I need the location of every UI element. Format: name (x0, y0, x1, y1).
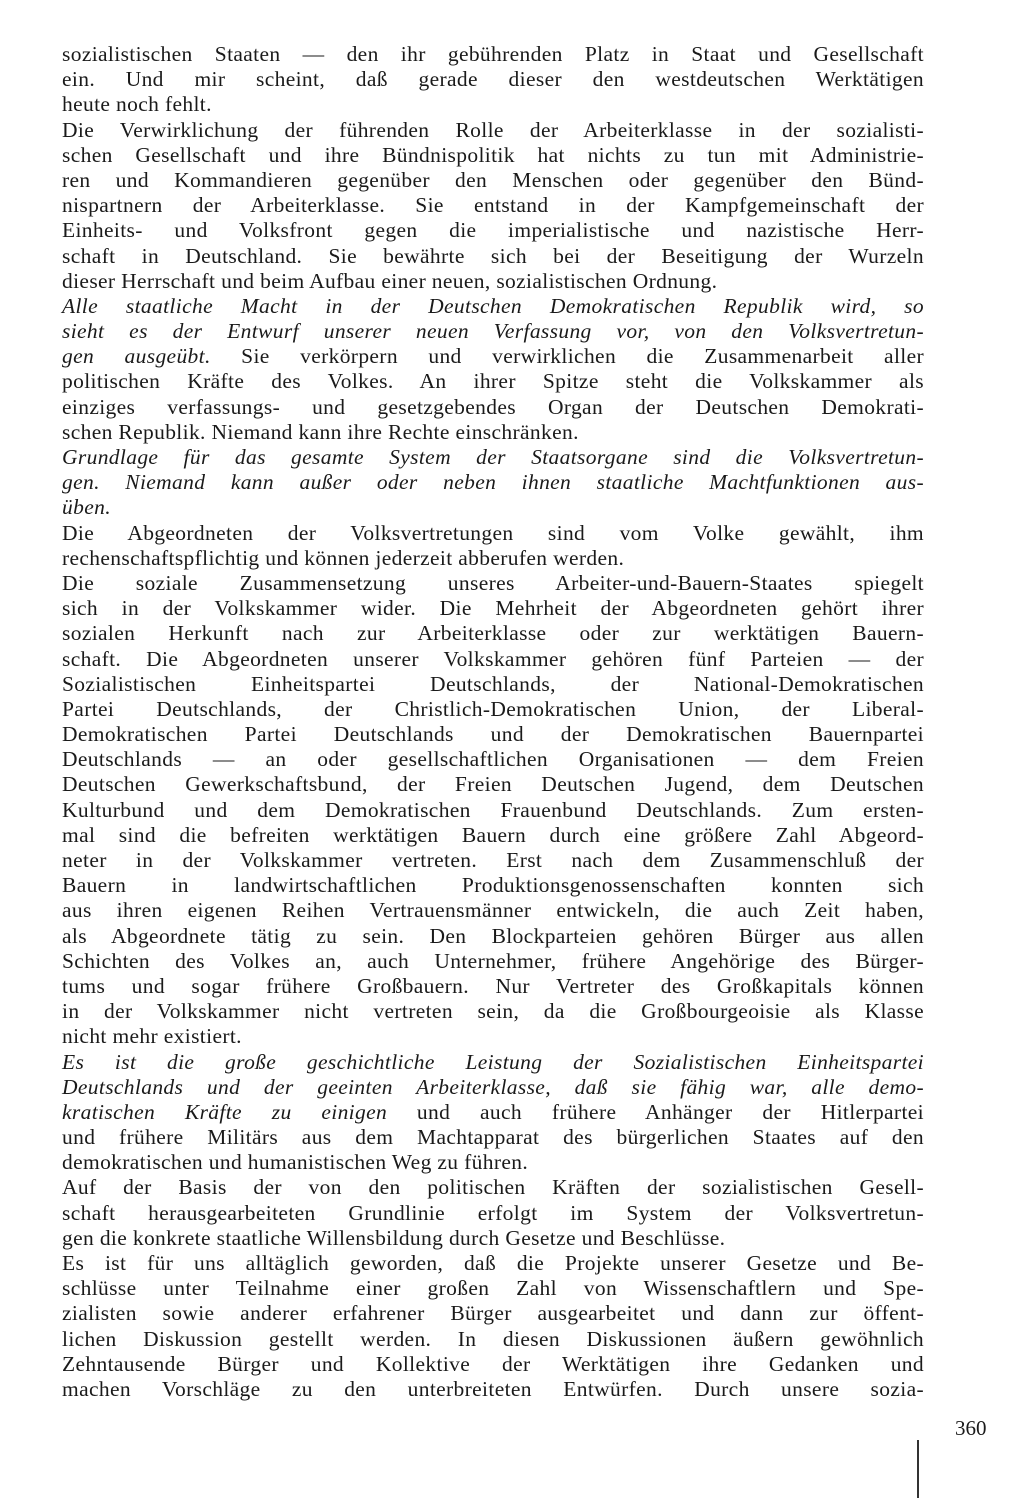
body-text: aus ihren eigenen Reihen Vertrauensmänner entwickeln, die auch Zeit haben, (62, 898, 924, 923)
body-text: und auch frühere Anhänger der Hitlerpartei (387, 1099, 924, 1124)
margin-rule (917, 1440, 919, 1498)
text-line (62, 1276, 924, 1301)
text-line (62, 1100, 924, 1125)
text-line (62, 319, 924, 344)
page-body (62, 42, 924, 1402)
text-line (62, 269, 924, 294)
text-line (62, 1226, 924, 1251)
body-text: mal sind die befreiten werktätigen Bauern durch eine größere Zahl Abgeord- (62, 822, 924, 847)
text-line (62, 294, 924, 319)
body-text: Kulturbund und dem Demokratischen Frauenbund Deutschlands. Zum ersten- (62, 797, 924, 822)
body-text: ein. Und mir scheint, daß gerade dieser den westdeutschen Werktätigen (62, 67, 924, 92)
body-text: als Abgeordnete tätig zu sein. Den Blockparteien gehören Bürger aus allen (62, 923, 924, 948)
text-line (62, 621, 924, 646)
body-text: Zehntausende Bürger und Kollektive der Werktätigen ihre Gedanken und (62, 1351, 924, 1376)
body-text: Sie verkörpern und verwirklichen die Zusammenarbeit aller (210, 344, 924, 369)
body-text: in der Volkskammer nicht vertreten sein, da die Großbourgeoisie als Klasse (62, 999, 924, 1024)
body-text: lichen Diskussion gestellt werden. In diesen Diskussionen äußern gewöhnlich (62, 1326, 924, 1351)
text-line (62, 1327, 924, 1352)
emphasis-text: gen ausgeübt. (62, 344, 211, 369)
emphasis-text: Grundlage für das gesamte System der Staatsorgane sind die Volksvertretun- (62, 445, 924, 469)
text-line (62, 218, 924, 243)
body-text: zialisten sowie anderer erfahrener Bürger ausgearbeitet und dann zur öffent- (62, 1301, 924, 1326)
body-text: sozialistischen Staaten — den ihr gebührenden Platz in Staat und Gesellschaft (62, 42, 924, 66)
body-text: politischen Kräfte des Volkes. An ihrer Spitze steht die Volkskammer als (62, 369, 924, 394)
text-line (62, 1150, 924, 1175)
text-line (62, 999, 924, 1024)
text-line (62, 344, 924, 369)
text-line (62, 974, 924, 999)
text-line (62, 244, 924, 269)
text-line (62, 445, 924, 470)
body-text: Auf der Basis der von den politischen Kräften der sozialistischen Gesell- (62, 1175, 924, 1200)
text-line (62, 495, 924, 520)
text-line (62, 924, 924, 949)
text-line (62, 672, 924, 697)
body-text: Deutschen Gewerkschaftsbund, der Freien Deutschen Jugend, dem Deutschen (62, 772, 924, 797)
text-line (62, 772, 924, 797)
emphasis-text: Deutschlands und der geeinten Arbeiterklasse, daß sie fähig war, alle demo- (62, 1074, 924, 1099)
emphasis-text: Alle staatliche Macht in der Deutschen Demokratischen Republik wird, so (62, 293, 924, 318)
body-text: Die Verwirklichung der führenden Rolle der Arbeiterklasse in der sozialisti- (62, 117, 924, 142)
body-text: schen Republik. Niemand kann ihre Rechte einschränken. (62, 419, 579, 444)
text-line (62, 1075, 924, 1100)
text-line (62, 1175, 924, 1200)
body-text: Deutschlands — an oder gesellschaftlichen Organisationen — dem Freien (62, 747, 924, 772)
body-text: und frühere Militärs aus dem Machtapparat des bürgerlichen Staates auf den (62, 1125, 924, 1150)
body-text: schen Gesellschaft und ihre Bündnispolitik hat nichts zu tun mit Administrie- (62, 142, 924, 167)
text-line (62, 1125, 924, 1150)
text-line (62, 521, 924, 546)
body-text: schlüsse unter Teilnahme einer großen Zahl von Wissenschaftlern und Spe- (62, 1276, 924, 1301)
emphasis-text: gen. Niemand kann außer oder neben ihnen staatliche Machtfunktionen aus- (62, 470, 924, 495)
text-line (62, 1352, 924, 1377)
text-line (62, 470, 924, 495)
body-text: Einheits- und Volksfront gegen die imperialistische und nazistische Herr- (62, 218, 924, 243)
body-text: Schichten des Volkes an, auch Unternehmer, frühere Angehörige des Bürger- (62, 948, 924, 973)
body-text: Bauern in landwirtschaftlichen Produktionsgenossenschaften konnten sich (62, 873, 924, 898)
body-text: schaft herausgearbeiteten Grundlinie erfolgt im System der Volksvertretun- (62, 1200, 924, 1225)
body-text: sozialen Herkunft nach zur Arbeiterklasse oder zur werktätigen Bauern- (62, 621, 924, 646)
emphasis-text: kratischen Kräfte zu einigen (62, 1099, 388, 1124)
body-text: einziges verfassungs- und gesetzgebendes Organ der Deutschen Demokrati- (62, 394, 924, 419)
text-line (62, 92, 924, 117)
text-line (62, 898, 924, 923)
text-line (62, 873, 924, 898)
text-line (62, 848, 924, 873)
text-line (62, 571, 924, 596)
body-text: ren und Kommandieren gegenüber den Menschen oder gegenüber den Bünd- (62, 167, 924, 192)
body-text: Demokratischen Partei Deutschlands und der Demokratischen Bauernpartei (62, 722, 924, 747)
text-line (62, 67, 924, 92)
body-text: tums und sogar frühere Großbauern. Nur Vertreter des Großkapitals können (62, 973, 924, 998)
body-text: rechenschaftspflichtig und können jederzeit abberufen werden. (62, 545, 625, 570)
text-line (62, 168, 924, 193)
text-line (62, 647, 924, 672)
body-text: nispartnern der Arbeiterklasse. Sie entstand in der Kampfgemeinschaft der (62, 193, 924, 218)
body-text: schaft. Die Abgeordneten unserer Volkskammer gehören fünf Parteien — der (62, 646, 924, 671)
text-line (62, 420, 924, 445)
text-line (62, 697, 924, 722)
text-line (62, 798, 924, 823)
body-text: Es ist für uns alltäglich geworden, daß die Projekte unserer Gesetze und Be- (62, 1251, 924, 1275)
text-line (62, 193, 924, 218)
emphasis-text: Es ist die große geschichtliche Leistung der Sozialistischen Einheitspartei (62, 1049, 924, 1074)
body-text: dieser Herrschaft und beim Aufbau einer neuen, sozialistischen Ordnung. (62, 268, 718, 293)
body-text: neter in der Volkskammer vertreten. Erst nach dem Zusammenschluß der (62, 848, 924, 872)
body-text: machen Vorschläge zu den unterbreiteten Entwürfen. Durch unsere sozia- (62, 1376, 924, 1401)
text-line (62, 1251, 924, 1276)
body-text: Die soziale Zusammensetzung unseres Arbeiter-und-Bauern-Staates spiegelt (62, 570, 924, 595)
text-line (62, 369, 924, 394)
text-line (62, 596, 924, 621)
emphasis-text: üben. (62, 495, 111, 520)
text-line (62, 949, 924, 974)
text-line (62, 42, 924, 67)
text-line (62, 143, 924, 168)
body-text: schaft in Deutschland. Sie bewährte sich bei der Beseitigung der Wurzeln (62, 243, 924, 268)
text-line (62, 823, 924, 848)
text-line (62, 546, 924, 571)
text-line (62, 1024, 924, 1049)
body-text: Die Abgeordneten der Volksvertretungen sind vom Volke gewählt, ihm (62, 520, 924, 545)
text-line (62, 1050, 924, 1075)
body-text: nicht mehr existiert. (62, 1024, 242, 1049)
text-line (62, 1377, 924, 1402)
body-text: gen die konkrete staatliche Willensbildung durch Gesetze und Beschlüsse. (62, 1225, 726, 1250)
body-text: heute noch fehlt. (62, 92, 212, 117)
emphasis-text: sieht es der Entwurf unserer neuen Verfassung vor, von den Volksvertretun- (62, 319, 924, 344)
text-line (62, 1201, 924, 1226)
body-text: sich in der Volkskammer wider. Die Mehrheit der Abgeordneten gehört ihrer (62, 596, 924, 621)
text-line (62, 1301, 924, 1326)
body-text: Sozialistischen Einheitspartei Deutschlands, der National-Demokratischen (62, 671, 924, 696)
body-text: demokratischen und humanistischen Weg zu führen. (62, 1150, 529, 1175)
text-line (62, 747, 924, 772)
body-text: Partei Deutschlands, der Christlich-Demokratischen Union, der Liberal- (62, 696, 924, 721)
text-line (62, 395, 924, 420)
text-line (62, 118, 924, 143)
text-line (62, 722, 924, 747)
page-number: 360 (955, 1416, 987, 1440)
